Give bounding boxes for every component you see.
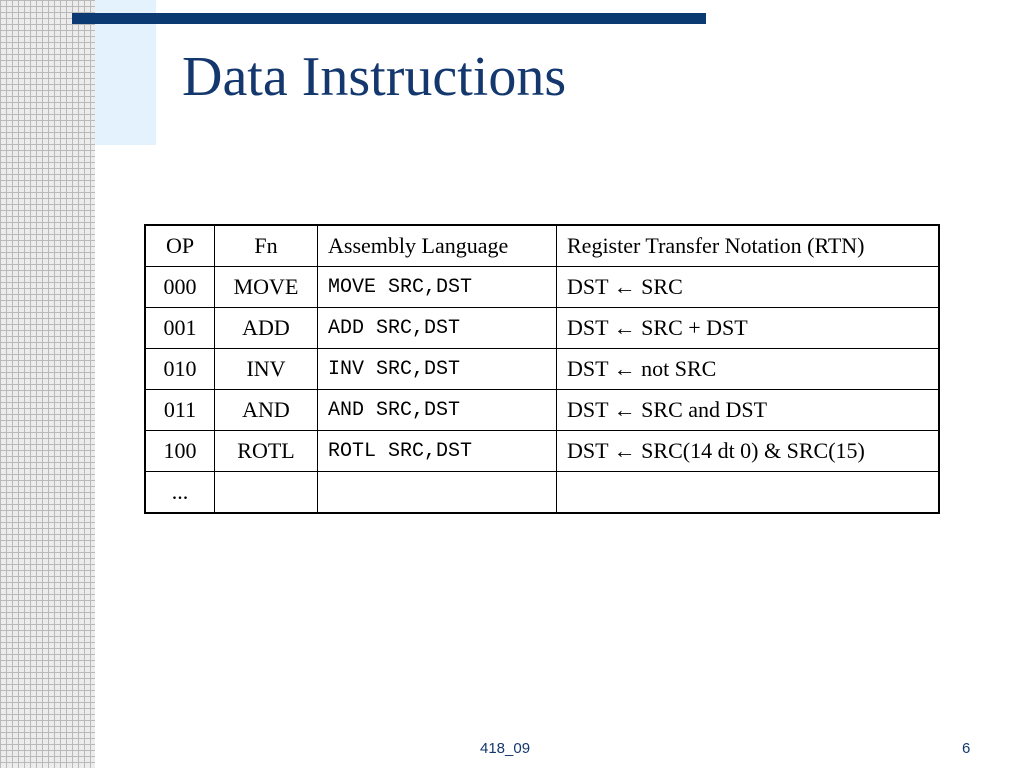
table-row (145, 308, 939, 349)
table-header-row (145, 225, 939, 267)
cell-assembly: ROTL SRC,DST (318, 431, 557, 472)
table-row (145, 390, 939, 431)
header-rtn: Register Transfer Notation (RTN) (557, 225, 940, 267)
slide-title: Data Instructions (182, 46, 567, 108)
cell-rtn: DST ← SRC and DST (557, 390, 940, 431)
cell-rtn: DST ← SRC(14 dt 0) & SRC(15) (557, 431, 940, 472)
cell-fn: MOVE (215, 267, 318, 308)
header-fn: Fn (215, 225, 318, 267)
footer-course-code: 418_09 (480, 740, 531, 757)
cell-rtn: DST ← not SRC (557, 349, 940, 390)
header-op: OP (145, 225, 215, 267)
cell-rtn: DST ← SRC (557, 267, 940, 308)
cell-fn: ADD (215, 308, 318, 349)
cell-assembly: MOVE SRC,DST (318, 267, 557, 308)
header-assembly-language: Assembly Language (318, 225, 557, 267)
cell-fn (215, 472, 318, 514)
cell-rtn: DST ← SRC + DST (557, 308, 940, 349)
cell-assembly: INV SRC,DST (318, 349, 557, 390)
cell-assembly (318, 472, 557, 514)
cell-op: ... (145, 472, 215, 514)
table-row (145, 431, 939, 472)
table-row (145, 349, 939, 390)
cell-op: 001 (145, 308, 215, 349)
cell-fn: INV (215, 349, 318, 390)
cell-rtn (557, 472, 940, 514)
title-accent-bar (72, 13, 706, 24)
cell-op: 100 (145, 431, 215, 472)
cell-op: 010 (145, 349, 215, 390)
cell-fn: AND (215, 390, 318, 431)
grid-pattern-strip (0, 0, 95, 768)
cell-assembly: ADD SRC,DST (318, 308, 557, 349)
cell-op: 011 (145, 390, 215, 431)
table-row (145, 267, 939, 308)
cell-op: 000 (145, 267, 215, 308)
page-number: 6 (962, 740, 971, 757)
table-row (145, 472, 939, 514)
cell-fn: ROTL (215, 431, 318, 472)
cell-assembly: AND SRC,DST (318, 390, 557, 431)
instruction-table (144, 224, 940, 514)
